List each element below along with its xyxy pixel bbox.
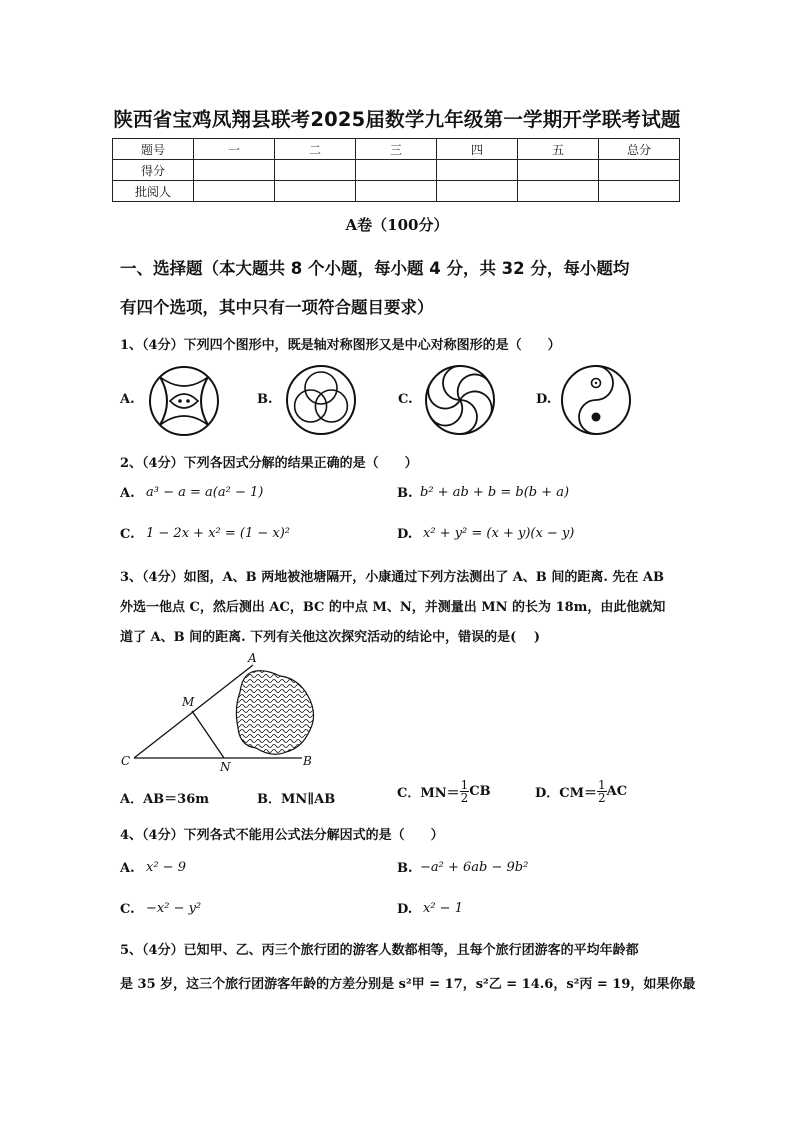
q3-option-c-prefix: C．MN＝: [397, 786, 460, 801]
q4-option-b-formula: −a² + 6ab − 9b²: [420, 860, 529, 875]
q3-option-b: B．MN∥AB: [257, 792, 336, 807]
fraction-denominator: 2: [598, 791, 606, 805]
table-cell: 得分: [113, 160, 194, 181]
section-heading-line1: 一、选择题（本大题共 8 个小题，每小题 4 分，共 32 分，每小题均: [120, 259, 630, 278]
q3-pond-figure: [112, 648, 332, 774]
q4-option-b-label: B.: [397, 861, 413, 876]
fraction-one-half: [460, 779, 470, 804]
q2-option-d-label: D.: [397, 527, 413, 542]
table-cell: 二: [275, 139, 356, 160]
table-cell: [599, 181, 680, 202]
q1-option-d-label: D.: [536, 392, 552, 407]
q1-figure-b: [285, 364, 357, 436]
q4-option-a-formula: x² − 9: [146, 860, 186, 875]
question-5-line1: 5、（4分）已知甲、乙、丙三个旅行团的游客人数都相等，且每个旅行团游客的平均年龄都: [120, 943, 639, 958]
table-cell: [275, 181, 356, 202]
fraction-one-half: [597, 779, 607, 804]
question-3-line2: 外选一他点 C，然后测出 AC，BC 的中点 M、N，并测量出 MN 的长为 18m，由此他就知: [120, 600, 666, 615]
table-cell: [194, 160, 275, 181]
part-a-heading: A卷（100分）: [345, 216, 449, 234]
table-cell: [356, 181, 437, 202]
q4-option-c-label: C.: [120, 902, 135, 917]
fig-label-a: A: [248, 651, 257, 665]
table-cell: [599, 160, 680, 181]
q2-option-b-formula: b² + ab + b = b(b + a): [420, 485, 570, 500]
q2-option-a-formula: a³ − a = a(a² − 1): [146, 485, 264, 500]
table-cell: [437, 181, 518, 202]
question-3-line1: 3、（4分）如图，A、B 两地被池塘隔开，小康通过下列方法测出了 A、B 间的距离. 先在 AB: [120, 570, 664, 585]
fig-label-n: N: [220, 760, 231, 774]
fraction-numerator: 1: [460, 778, 469, 792]
score-table: [112, 138, 680, 202]
table-cell: [518, 160, 599, 181]
q1-option-c-label: C.: [398, 392, 413, 407]
q2-option-c-label: C.: [120, 527, 135, 542]
q1-option-a-label: A.: [120, 392, 135, 407]
table-cell: 一: [194, 139, 275, 160]
q4-option-d-formula: x² − 1: [423, 901, 463, 916]
q2-option-b-label: B.: [397, 486, 413, 501]
table-row: [113, 160, 680, 181]
q3-option-a: A．AB＝36m: [120, 792, 210, 807]
score-table-header-row: [113, 139, 680, 160]
table-cell: [437, 160, 518, 181]
question-1-stem: 1、（4分）下列四个图形中，既是轴对称图形又是中心对称图形的是（ ）: [120, 338, 561, 353]
q3-option-c-suffix: CB: [469, 784, 491, 799]
q3-option-d: [535, 779, 627, 804]
section-heading-line2: 有四个选项，其中只有一项符合题目要求）: [120, 298, 434, 317]
q4-option-c-formula: −x² − y²: [146, 901, 202, 916]
question-2-stem: 2、（4分）下列各因式分解的结果正确的是（ ）: [120, 456, 418, 471]
table-cell: 四: [437, 139, 518, 160]
fig-label-m: M: [182, 695, 195, 709]
table-cell: 五: [518, 139, 599, 160]
fig-label-c: C: [121, 754, 131, 768]
fraction-denominator: 2: [460, 791, 469, 805]
table-row: [113, 181, 680, 202]
table-cell: 总分: [599, 139, 680, 160]
q4-option-d-label: D.: [397, 902, 413, 917]
q2-option-c-formula: 1 − 2x + x² = (1 − x)²: [146, 526, 291, 541]
q1-figure-a: [148, 365, 220, 437]
q4-option-a-label: A.: [120, 861, 135, 876]
q3-option-c: [397, 779, 491, 804]
q1-figure-d: [560, 364, 632, 436]
table-cell: 三: [356, 139, 437, 160]
table-cell: [518, 181, 599, 202]
fig-label-b: B: [303, 754, 312, 768]
q2-option-d-formula: x² + y² = (x + y)(x − y): [423, 526, 575, 541]
table-cell: 题号: [113, 139, 194, 160]
q3-option-d-prefix: D．CM＝: [535, 786, 598, 801]
fraction-numerator: 1: [598, 778, 606, 792]
page-title: 陕西省宝鸡凤翔县联考2025届数学九年级第一学期开学联考试题: [113, 108, 681, 131]
table-cell: 批阅人: [113, 181, 194, 202]
q3-option-d-suffix: AC: [606, 784, 628, 799]
table-cell: [194, 181, 275, 202]
q1-option-b-label: B.: [257, 392, 273, 407]
question-5-line2: 是 35 岁，这三个旅行团游客年龄的方差分别是 s²甲 = 17，s²乙 = 14.6，s²丙 = 19，如果你最: [120, 977, 696, 992]
question-4-stem: 4、（4分）下列各式不能用公式法分解因式的是（ ）: [120, 828, 444, 843]
q1-figure-c: [424, 364, 496, 436]
table-cell: [275, 160, 356, 181]
q2-option-a-label: A.: [120, 486, 135, 501]
table-cell: [356, 160, 437, 181]
question-3-line3: 道了 A、B 间的距离. 下列有关他这次探究活动的结论中，错误的是( ): [120, 630, 541, 645]
